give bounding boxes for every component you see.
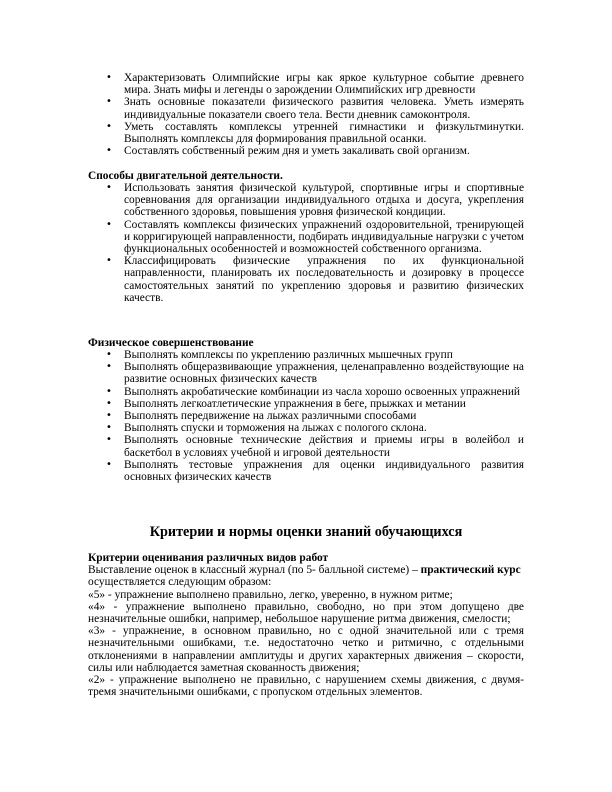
criteria-line: «5» - упражнение выполнено правильно, легко, уверенно, в нужном ритме; xyxy=(88,588,453,601)
list-item: • Выполнять комплексы по укреплению различных мышечных групп xyxy=(106,349,524,361)
list-item: • Использовать занятия физической культурой, спортивные игры и спортивные соревнования для организации индивидуального отдыха и досуга, укрепления собственного здоровья, повышения уровня физической кондиции. xyxy=(106,182,524,219)
motor-section xyxy=(106,182,524,304)
motor-list xyxy=(106,182,524,304)
criteria-line: «3» - упражнение, в основном правильно, но с одной значительной или с тремя незначительными ошибками, т.е. недостаточно четко и ритмично, с отдельными отклонениями в направлении амплитуды и других характерных движения – скорости, силы или наблюдается заметная скованность движения; xyxy=(88,625,524,674)
list-item: • Выполнять передвижение на лыжах различными способами xyxy=(106,410,524,422)
criteria-section xyxy=(88,552,524,698)
list-item: • Выполнять акробатические комбинации из часла хорошо освоенных упражнений xyxy=(106,386,524,398)
criteria-intro xyxy=(88,564,524,576)
criteria-subheading: Критерии оценивания различных видов работ xyxy=(88,552,329,564)
perfection-heading: Физическое совершенствование xyxy=(88,337,254,349)
criteria-line: «4» - упражнение выполнено правильно, свободно, но при этом допущено две незначительные ошибки, например, небольшое нарушение ритма движения, смелости; xyxy=(88,600,524,626)
list-item: • Выполнять общеразвивающие упражнения, целенаправленно воздействующие на развитие основных физических качеств xyxy=(106,361,524,385)
list-item: • Классифицировать физические упражнения по их функциональной направленности, планировать их последовательность и дозировку в процессе самостоятельных занятий по укреплению здоровья и развитию физических качеств. xyxy=(106,255,524,304)
perfection-list xyxy=(106,349,524,483)
intro-list xyxy=(106,72,524,157)
page-title: Критерии и нормы оценки знаний обучающихся xyxy=(149,524,463,540)
criteria-line: «2» - упражнение выполнено не правильно, с нарушением схемы движения, с двумя-тремя значительными ошибками, с пропуском отдельных элементов. xyxy=(88,674,524,699)
criteria-intro-bold: практический курс xyxy=(420,564,521,577)
list-item: • Выполнять основные технические действия и приемы игры в волейбол и баскетбол в условиях учебной и игровой деятельности xyxy=(106,434,524,458)
list-item: • Составлять комплексы физических упражнений оздоровительной, тренирующей и корригирующей направленности, подбирать индивидуальные нагрузки с учетом функциональных особенностей и возможностей собственного организма. xyxy=(106,219,524,256)
list-item: • Выполнять легкоатлетические упражнения в беге, прыжках и метании xyxy=(106,398,524,410)
list-item: • Уметь составлять комплексы утренней гимнастики и физкультминутки. Выполнять комплексы для формирования правильной осанки. xyxy=(106,121,524,145)
criteria-intro-text: Выставление оценок в классный журнал (по 5- балльной системе) – xyxy=(88,564,418,577)
list-item: • Характеризовать Олимпийские игры как яркое культурное событие древнего мира. Знать мифы и легенды о зарождении Олимпийских игр древности xyxy=(106,72,524,96)
list-item: • Знать основные показатели физического развития человека. Уметь измерять индивидуальные показатели своего тела. Вести дневник самоконтроля. xyxy=(106,96,524,120)
criteria-line: осуществляется следующим образом: xyxy=(88,576,272,589)
intro-section xyxy=(106,72,524,157)
list-item: • Составлять собственный режим дня и уметь закаливать свой организм. xyxy=(106,145,524,157)
motor-heading: Способы двигательной деятельности. xyxy=(88,170,283,182)
perfection-section xyxy=(106,349,524,483)
list-item: • Выполнять тестовые упражнения для оценки индивидуального развития основных физических качеств xyxy=(106,459,524,483)
list-item: • Выполнять спуски и торможения на лыжах с пологого склона. xyxy=(106,422,524,434)
